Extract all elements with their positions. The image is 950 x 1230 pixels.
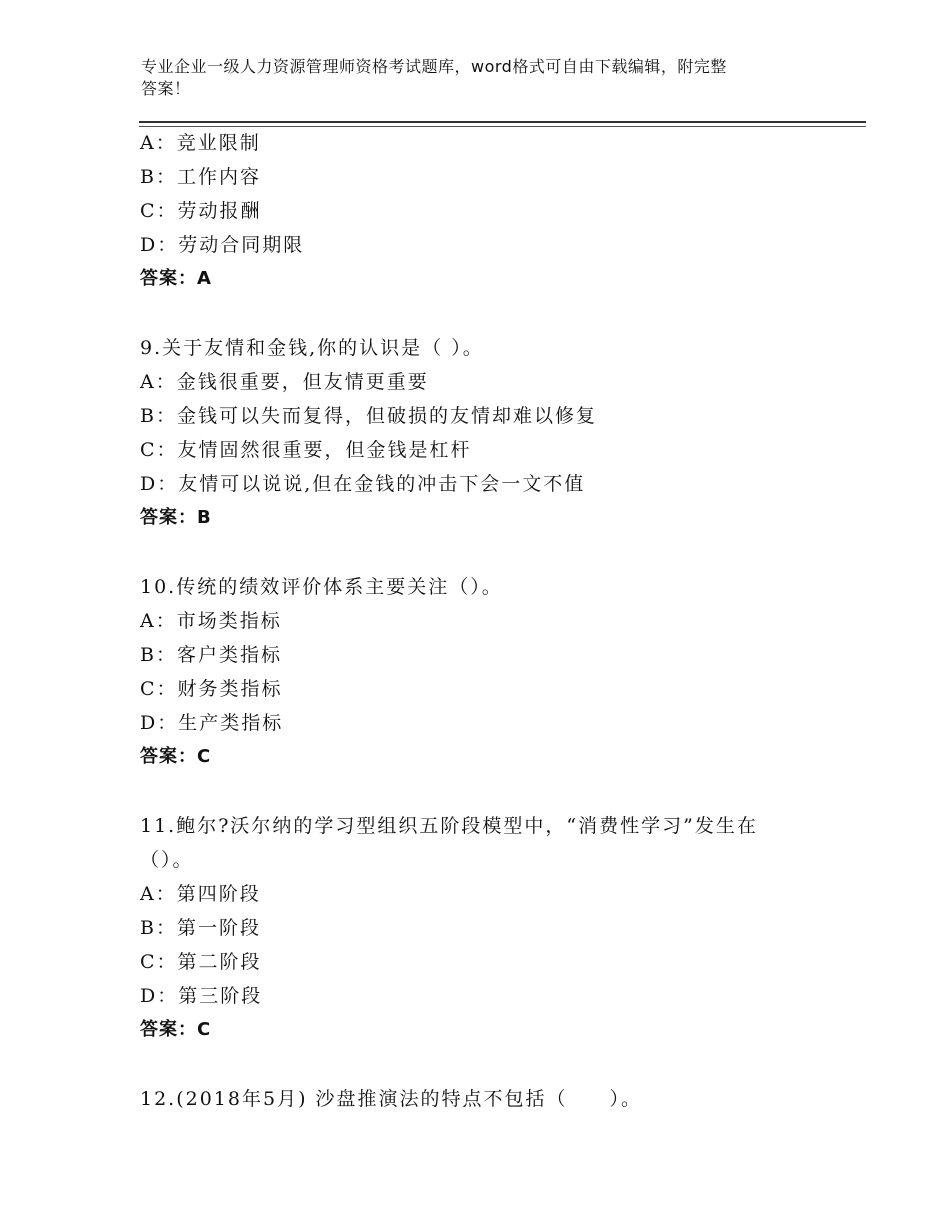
option-c: C：劳动报酬 (140, 200, 262, 222)
option-a: A：竞业限制 (140, 132, 261, 154)
question-10 (140, 570, 840, 774)
option-a: A：市场类指标 (140, 610, 282, 632)
option-a: A：第四阶段 (140, 883, 261, 905)
question-stem-line-2: （）。 (140, 849, 194, 871)
option-d: D：生产类指标 (140, 712, 284, 734)
answer: 答案：C (140, 1019, 212, 1040)
question-12 (140, 1082, 840, 1116)
option-c: C：第二阶段 (140, 951, 262, 973)
option-d: D：劳动合同期限 (140, 234, 305, 256)
header-divider-thick (139, 121, 866, 123)
option-b: B：第一阶段 (140, 917, 261, 939)
option-b: B：金钱可以失而复得，但破损的友情却难以修复 (140, 405, 597, 427)
document-header (141, 56, 821, 100)
option-a: A：金钱很重要，但友情更重要 (140, 371, 429, 393)
option-d: D：友情可以说说,但在金钱的冲击下会一文不值 (140, 473, 586, 495)
spacer (140, 774, 840, 809)
answer: 答案：A (140, 268, 212, 289)
question-11 (140, 809, 840, 1047)
option-b: B：客户类指标 (140, 644, 282, 666)
option-c: C：财务类指标 (140, 678, 283, 700)
question-stem: 12.(2018年5月) 沙盘推演法的特点不包括（ ）。 (140, 1088, 643, 1110)
spacer (140, 296, 840, 331)
question-stem: 10.传统的绩效评价体系主要关注（）。 (140, 576, 503, 598)
answer: 答案：B (140, 507, 212, 528)
option-b: B：工作内容 (140, 166, 261, 188)
header-line-2: 答案！ (141, 79, 191, 98)
question-8 (140, 126, 840, 296)
question-stem: 9.关于友情和金钱,你的认识是（ ）。 (140, 337, 484, 359)
question-stem-line-1: 11.鲍尔?沃尔纳的学习型组织五阶段模型中，“消费性学习”发生在 (140, 815, 758, 837)
question-9 (140, 331, 840, 535)
option-c: C：友情固然很重要，但金钱是杠杆 (140, 439, 472, 461)
option-d: D：第三阶段 (140, 985, 263, 1007)
spacer (140, 535, 840, 570)
header-line-1: 专业企业一级人力资源管理师资格考试题库，word格式可自由下载编辑，附完整 (141, 57, 727, 76)
spacer (140, 1047, 840, 1082)
answer: 答案：C (140, 746, 212, 767)
question-list (140, 126, 840, 1116)
